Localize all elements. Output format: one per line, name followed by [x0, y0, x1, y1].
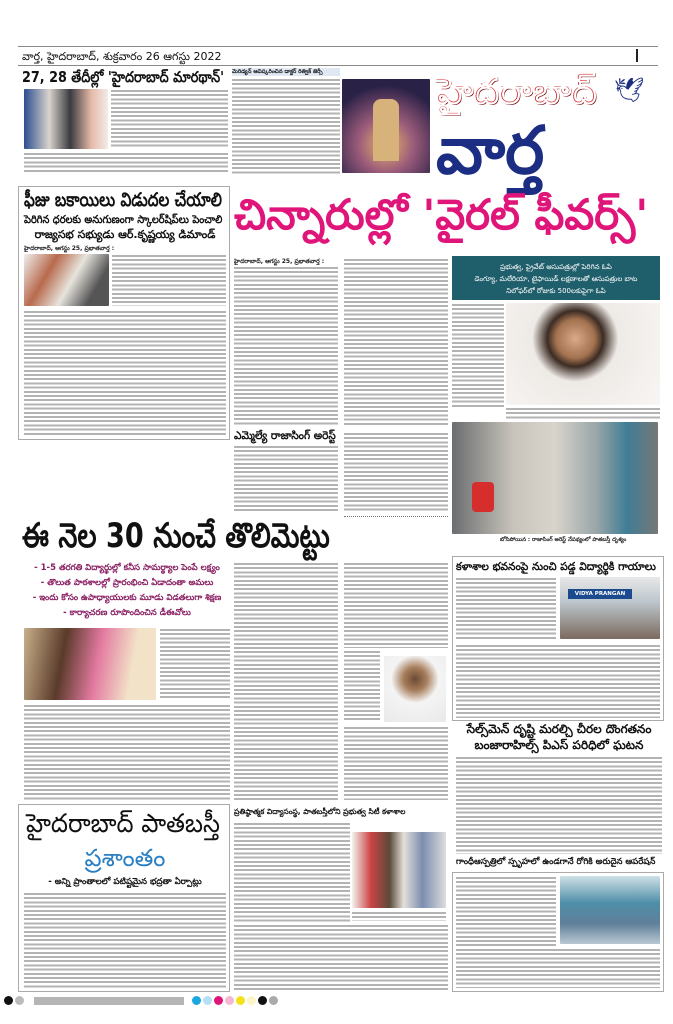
reg-black-dot — [4, 996, 13, 1005]
college-headline: కళాశాల భవనంపై నుంచి పడ్డ విద్యార్థికి గాయాలు — [456, 560, 656, 573]
reg-gray-dot — [15, 996, 24, 1005]
saree-body — [456, 756, 662, 854]
masthead-city: హైదరాబాద్ — [436, 71, 597, 112]
street-caption: బోసిపోయిన : రాజాసింగ్ అరెస్ట్ నేపథ్యంలో పాతబస్తీ దృశ్యం — [500, 537, 627, 543]
folio-bar — [636, 49, 638, 62]
fever-box-line-1: ప్రభుత్వ, ప్రైవేట్ ఆసుపత్రుల్లో పెరిగిన ఓపి — [500, 263, 612, 271]
marathon-photo — [24, 89, 108, 149]
sick-child-photo — [506, 303, 660, 405]
fees-subhead-1: పెరిగిన ధరలకు అనుగుణంగా స్కాలర్‌షిప్‌లు పెంచాలి — [24, 213, 223, 226]
college-photo — [560, 577, 660, 639]
marathon-side-heading: మెరిడ్యన్ ఆవిష్కరించిన డాక్టర్ రిత్విక్ జెర్సీ — [232, 68, 340, 76]
reg-gray-dot-2 — [269, 996, 278, 1005]
bullet-3: - ఇందు కోసం ఉపాధ్యాయులకు మూడు విడతలుగా శిక్షణ — [32, 593, 222, 603]
fees-body-2 — [24, 310, 226, 436]
top-rule — [18, 46, 658, 47]
dotted-divider — [344, 516, 448, 517]
citycollege-headline: ప్రతిష్ఠాత్మక విద్యాసంస్థ, పాతబస్తీలోని ప్రభుత్వ సిటీ కళాశాల — [234, 807, 406, 816]
fever-body-col3 — [452, 303, 504, 407]
fever-box-line-2: డెంగ్యూ, మలేరియా, టైఫాయిడ్ లక్షణాలతో ఆసుపత్రుల బాట — [474, 275, 638, 283]
oldcity-headline-2: ప్రశాంతం — [84, 844, 166, 872]
charminar-photo — [342, 79, 430, 173]
reg-black-dot-2 — [258, 996, 267, 1005]
print-registration-marks — [4, 996, 280, 1005]
reg-pink-dot — [225, 996, 234, 1005]
citycollege-body-2 — [234, 924, 448, 990]
tholimettu-body-2 — [24, 704, 230, 800]
gandhi-headline: గాంధీఆస్పత్రిలో స్పృహలో ఉండగానే రోగికి అరుదైన ఆపరేషన్ — [456, 857, 656, 867]
college-body-2 — [456, 644, 660, 718]
fever-highlight-box — [452, 256, 660, 300]
fever-box-line-3: నిలోఫర్‌లో రోజుకు 500లకుపైగా ఓపి — [506, 287, 606, 295]
tholimettu-body-3 — [234, 562, 338, 800]
tholimettu-body-1 — [160, 628, 230, 700]
citycollege-caption-text — [352, 911, 446, 921]
street-photo — [452, 422, 658, 534]
bullet-1: - 1-5 తరగతి విద్యార్థుల్లో కనీస సామర్థ్యాల పెంపే లక్ష్యం — [34, 563, 220, 573]
fever-body-col1 — [234, 266, 338, 426]
bird-logo-icon: 🕊 — [614, 76, 645, 104]
fees-body-1 — [112, 254, 226, 306]
folio-rule — [18, 65, 658, 66]
saree-headline-1: సేల్స్‌మెన్ దృష్టి మరల్చి చీరల దొంగతనం — [466, 722, 652, 736]
fees-dateline: హైదరాబాద్, ఆగస్టు 25, ప్రభాతవార్త : — [24, 245, 115, 252]
reg-magenta-dot — [214, 996, 223, 1005]
marathon-caption — [24, 152, 228, 172]
gandhi-body-1 — [456, 876, 556, 946]
rajasingh-body-1 — [234, 445, 338, 513]
fever-dateline: హైదరాబాద్, ఆగస్టు 25, ప్రభాతవార్త : — [234, 258, 325, 265]
tholimettu-body-5 — [344, 726, 448, 800]
bullet-2: - తొలుత పాఠశాలల్లో ప్రారంభించి ఏడాదంతా అమలు — [40, 578, 214, 588]
operation-theatre-photo — [560, 876, 660, 944]
marathon-side-body — [232, 78, 340, 174]
rider-figure — [472, 482, 494, 512]
tholimettu-body-4 — [344, 562, 448, 648]
rajasingh-headline: ఎమ్మెల్యే రాజాసింగ్ అరెస్ట్ — [234, 429, 336, 442]
tholimettu-bullets — [22, 561, 232, 621]
college-sign: VIDYA PRANGAN — [568, 589, 632, 599]
bullet-4: - కార్యాచరణ రూపొందించిన డీఈవోలు — [63, 608, 191, 618]
rajasingh-body-2 — [344, 432, 448, 512]
reg-gray-bar — [34, 997, 184, 1005]
oldcity-body — [24, 892, 226, 988]
oldcity-subhead: - అన్ని ప్రాంతాలలో పటిష్టమైన భద్రతా ఏర్పాట్లు — [48, 877, 202, 887]
marathon-headline: 27, 28 తేదీల్లో 'హైదరాబాద్ మారథాన్' — [22, 68, 225, 86]
citycollege-photo — [352, 832, 446, 908]
fees-photo — [24, 254, 109, 306]
date-line: వార్త, హైదరాబాద్, శుక్రవారం 26 ఆగస్టు 2022 — [22, 50, 222, 63]
tholimettu-headline: ఈ నెల 30 నుంచే తొలిమెట్టు — [22, 516, 330, 556]
citycollege-body-1 — [234, 822, 350, 922]
college-body-1 — [456, 577, 556, 641]
fever-body-col2 — [344, 258, 448, 426]
saree-headline-2: బంజారాహిల్స్ పిఎస్ పరిధిలో ఘటన — [474, 738, 644, 752]
fees-headline: ఫీజు బకాయిలు విడుదల చేయాలి — [24, 189, 222, 211]
side-note — [344, 650, 380, 722]
oldcity-headline-1: హైదరాబాద్ పాతబస్తీ — [26, 809, 220, 839]
official-portrait — [384, 656, 446, 722]
gandhi-body-2 — [456, 948, 660, 988]
classroom-photo — [24, 628, 156, 700]
reg-lightyellow-dot — [247, 996, 256, 1005]
fever-photo-caption-text — [506, 407, 660, 419]
charminar-shape — [373, 99, 399, 161]
reg-yellow-dot — [236, 996, 245, 1005]
fever-headline: చిన్నారుల్లో 'వైరల్ ఫీవర్స్' — [234, 190, 649, 239]
masthead-name: వార్త — [436, 112, 545, 189]
reg-cyan-dot — [192, 996, 201, 1005]
fees-subhead-2: రాజ్యసభ సభ్యుడు ఆర్.కృష్ణయ్య డిమాండ్ — [34, 228, 216, 241]
marathon-body — [111, 89, 228, 147]
reg-lightcyan-dot — [203, 996, 212, 1005]
